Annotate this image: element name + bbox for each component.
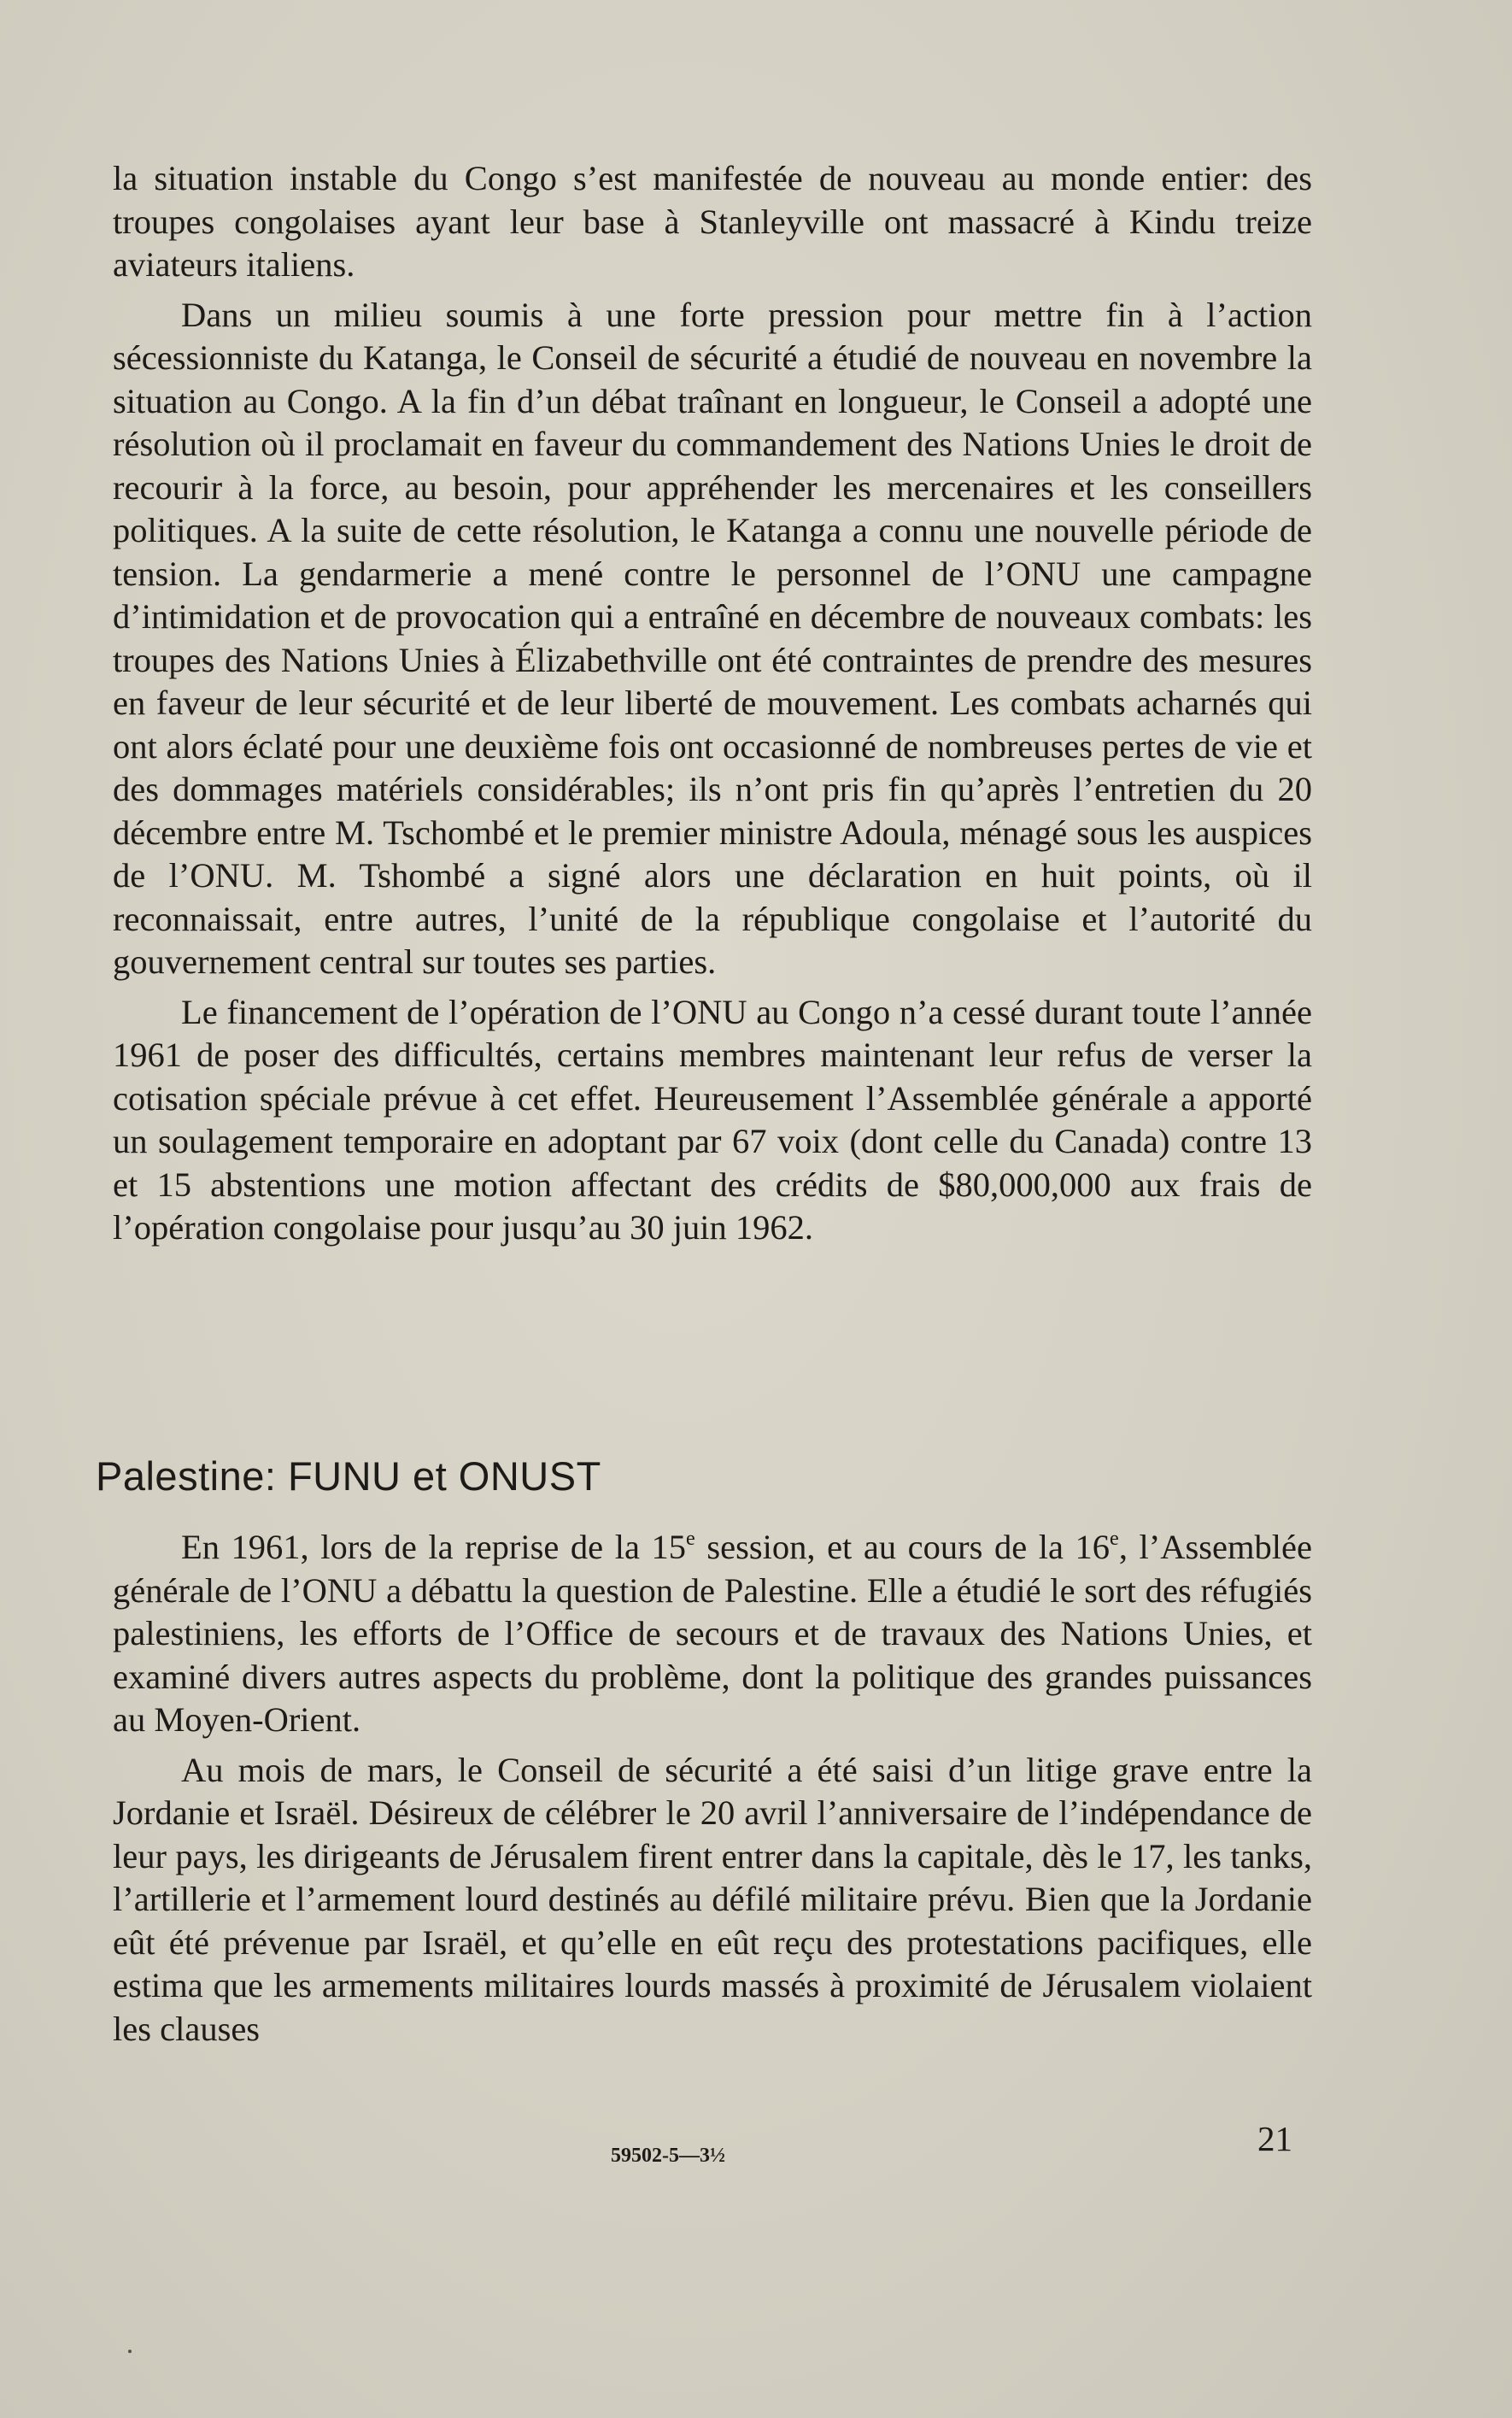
paragraph-jordan-israel: Au mois de mars, le Conseil de sécurité a été saisi d’un litige grave entre la Jordanie et Israël. Désireux de célébrer le 20 avril l’anniversaire de l’indépendance de leur pays, les dirigeants de Jérusalem firent entrer dans la capitale, dès le 17, les tanks, l’artillerie et l’armement lourd destinés au défilé militaire prévu. Bien que la Jordanie eût été prévenue par Israël, et qu’elle en eût reçu des protestations pacifiques, elle estima que les armements militaires lourds massés à proximité de Jérusalem violaient les clauses <box>113 1750 1312 2048</box>
paragraph-continuation: la situation instable du Congo s’est manifestée de nouveau au monde entier: des troupes congolaises ayant leur base à Stanleyville ont massacré à Kindu treize aviateurs italiens. <box>113 159 1312 284</box>
superscript: e <box>1110 1527 1119 1551</box>
section-heading: Palestine: FUNU et ONUST <box>96 1453 601 1499</box>
paragraph-un-assembly <box>113 1526 1312 1742</box>
paper-speck <box>128 2350 132 2353</box>
paragraph-text: session, et au cours de la 16 <box>694 1528 1111 1566</box>
palestine-section-text <box>113 1526 1312 2051</box>
paragraph-text: , l’Assemblée générale de l’ONU a débattu la question de Palestine. Elle a étudié le sort des réfugiés palestiniens, les efforts de l’Office de secours et de travaux des Nations Unies, et examiné divers autres aspects du problème, dont la politique des grandes puissances au Moyen-Orient. <box>113 1528 1312 1739</box>
print-code: 59502-5—3½ <box>611 2145 725 2167</box>
superscript: e <box>686 1527 695 1551</box>
page-number: 21 <box>1257 2119 1292 2158</box>
paragraph-text: En 1961, lors de la reprise de la 15 <box>181 1528 686 1566</box>
paragraph-katanga: Dans un milieu soumis à une forte pression pour mettre fin à l’action sécessionniste du Katanga, le Conseil de sécurité a étudié de nouveau en novembre la situation au Congo. A la fin d’un débat traînant en longueur, le Conseil a adopté une résolution où il proclamait en faveur du commandement des Nations Unies le droit de recourir à la force, au besoin, pour appréhender les mercenaires et les conseillers politiques. A la suite de cette résolution, le Katanga a connu une nouvelle période de tension. La gendarmerie a mené contre le personnel de l’ONU une campagne d’intimidation et de provocation qui a entraîné en décembre de nouveaux combats: les troupes des Nations Unies à Élizabethville ont été contraintes de prendre des mesures en faveur de leur sécurité et de leur liberté de mouvement. Les combats acharnés qui ont alors éclaté pour une deuxième fois ont occasionné de nombreuses pertes de vie et des dommages matériels considérables; ils n’ont pris fin qu’après l’entretien du 20 décembre entre M. Tschombé et le premier ministre Adoula, ménagé sous les auspices de l’ONU. M. Tshombé a signé alors une déclaration en huit points, où il reconnaissait, entre autres, l’unité de la république congolaise et l’autorité du gouvernement central sur toutes ses parties. <box>113 295 1312 981</box>
paragraph-financing: Le financement de l’opération de l’ONU au Congo n’a cessé durant toute l’année 1961 de poser des difficultés, certains membres maintenant leur refus de verser la cotisation spéciale prévue à cet effet. Heureusement l’Assemblée générale a apporté un soulagement temporaire en adoptant par 67 voix (dont celle du Canada) contre 13 et 15 abstentions une motion affectant des crédits de $80,000,000 aux frais de l’opération congolaise pour jusqu’au 30 juin 1962. <box>113 992 1312 1247</box>
congo-section-text <box>113 157 1312 1250</box>
